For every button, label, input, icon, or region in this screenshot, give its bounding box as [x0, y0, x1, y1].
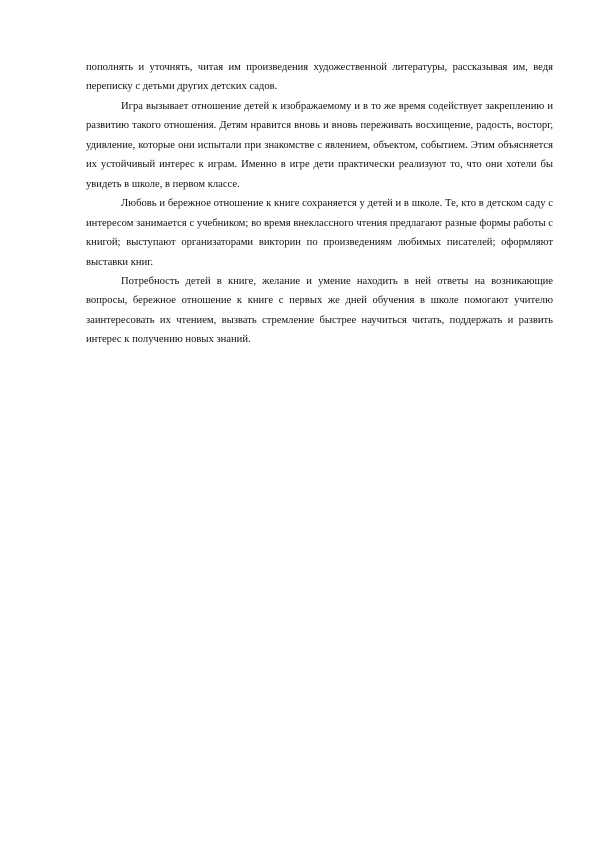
- paragraph-love-of-books: Любовь и бережное отношение к книге сохраняется у детей и в школе. Те, кто в детском саду с интересом занимается с учебником; во время внеклассного чтения предлагают разные формы работы с книгой; выступают организаторами викторин по произведениям любимых писателей; оформляют выставки книг.: [86, 198, 553, 268]
- paragraph-continuation: пополнять и уточнять, читая им произведения художественной литературы, рассказывая им, ведя переписку с детьми других детских садов.: [86, 62, 553, 93]
- paragraph-game-attitude: Игра вызывает отношение детей к изображаемому и в то же время содействует закреплению и развитию такого отношения. Детям нравится вновь и вновь переживать восхищение, радость, восторг, удивление, которые они испытали при знакомстве с явлением, объектом, событием. Этим объясняется их устойчивый интерес к играм. Именно в игре дети практически реализуют то, что они хотели бы увидеть в школе, в первом классе.: [86, 100, 553, 190]
- paragraph-need-for-books: Потребность детей в книге, желание и умение находить в ней ответы на возникающие вопросы, бережное отношение к книге с первых же дней обучения в школе помогают учителю заинтересовать их чтением, вызвать стремление быстрее научиться читать, поддержать и развить интерес к получению новых знаний.: [86, 275, 553, 346]
- body-text: [86, 58, 553, 350]
